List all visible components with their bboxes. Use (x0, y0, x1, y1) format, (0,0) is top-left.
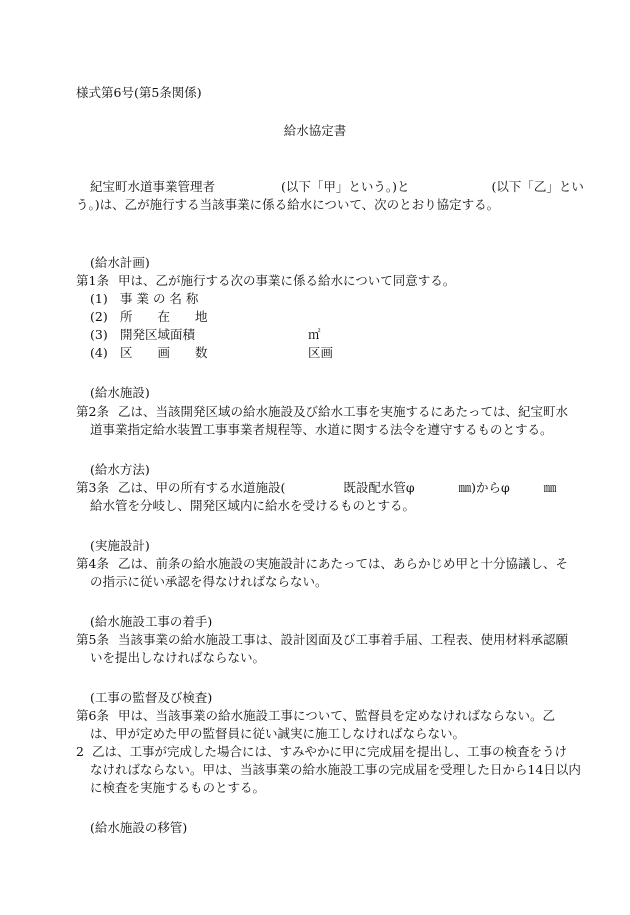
intro-line-1 (90, 178, 584, 196)
intro-party-a-alias: (以下「甲」という。)と (281, 179, 410, 194)
item-label: 所 在 地 (120, 309, 208, 324)
article-6-line-2: は、甲が定めた甲の監督員に従い誠実に施工しなければならない。 (90, 726, 466, 741)
article-2-line-1: 乙は、当該開発区域の給水施設及び給水工事を実施するにあたっては、紀宝町水 (118, 404, 569, 419)
item-label: 開発区域面積 (120, 327, 196, 342)
article-4-number: 第4条 (76, 556, 109, 571)
article-6-text (76, 707, 555, 725)
article-3-line-1b: 既設配水管φ (343, 480, 415, 495)
article-5-line-2: いを提出しなければならない。 (90, 650, 266, 665)
intro-party-a: 紀宝町水道事業管理者 (90, 179, 216, 194)
article-7-heading: (給水施設の移管) (90, 820, 188, 835)
item-label: 事 業 の 名 称 (120, 291, 199, 306)
item-unit: ㎡ (308, 327, 321, 342)
article-6-line-1: 甲は、当該事業の給水施設工事について、監督員を定めなければならない。乙 (118, 708, 556, 723)
article-2-line-2: 道事業指定給水装置工事事業者規程等、水道に関する法令を遵守するものとする。 (90, 422, 553, 437)
intro-line-2: う。)は、乙が施行する当該事業に係る給水について、次のとおり協定する。 (76, 197, 500, 212)
article-1-number: 第1条 (76, 273, 109, 288)
article-2-heading: (給水施設) (90, 385, 150, 400)
article-5-text (76, 631, 568, 649)
article-6-para-2-number: 2 (76, 744, 84, 759)
article-2-text (76, 403, 568, 421)
article-4-line-1: 乙は、前条の給水施設の実施設計にあたっては、あらかじめ甲と十分協議し、そ (118, 556, 569, 571)
article-3-line-1a: 乙は、甲の所有する水道施設( (118, 480, 286, 495)
article-6-heading: (工事の監督及び検査) (90, 690, 213, 705)
article-3-number: 第3条 (76, 480, 109, 495)
article-3-line-2: 給水管を分岐し、開発区域内に給水を受けるものとする。 (90, 498, 416, 513)
article-2-number: 第2条 (76, 404, 109, 419)
article-3-heading: (給水方法) (90, 462, 150, 477)
article-4-heading: (実施設計) (90, 538, 150, 553)
item-number: (2) (90, 309, 108, 324)
item-number: (3) (90, 327, 108, 342)
article-1-line-1: 甲は、乙が施行する次の事業に係る給水について同意する。 (118, 273, 456, 288)
item-unit: 区画 (308, 345, 334, 360)
article-6-para-2-line-3: に検査を実施するものとする。 (90, 780, 266, 795)
article-3-line-1d: ㎜ (543, 480, 557, 495)
article-5-line-1: 当該事業の給水施設工事は、設計図面及び工事着手届、工程表、使用材料承認願 (118, 632, 569, 647)
article-6-number: 第6条 (76, 708, 109, 723)
item-number: (1) (90, 291, 108, 306)
article-3-text (76, 479, 556, 497)
intro-party-b-alias: (以下「乙」とい (491, 179, 584, 194)
article-1-text (76, 272, 455, 290)
article-1-heading: (給水計画) (90, 255, 150, 270)
article-4-line-2: の指示に従い承認を得なければならない。 (90, 574, 328, 589)
item-label: 区 画 数 (120, 345, 208, 360)
form-number: 様式第6号(第5条関係) (76, 85, 202, 100)
document-title: 給水協定書 (283, 123, 347, 138)
article-3-line-1c: ㎜)からφ (458, 480, 510, 495)
article-6-para-2-line-2: なければならない。甲は、当該事業の給水施設工事の完成届を受理した日から14日以内 (90, 762, 581, 777)
item-number: (4) (90, 345, 108, 360)
article-6-para-2 (76, 743, 567, 761)
article-5-heading: (給水施設工事の着手) (90, 614, 213, 629)
article-5-number: 第5条 (76, 632, 109, 647)
article-4-text (76, 555, 568, 573)
article-6-para-2-line-1: 乙は、工事が完成した場合には、すみやかに甲に完成届を提出し、工事の検査をうけ (92, 744, 568, 759)
